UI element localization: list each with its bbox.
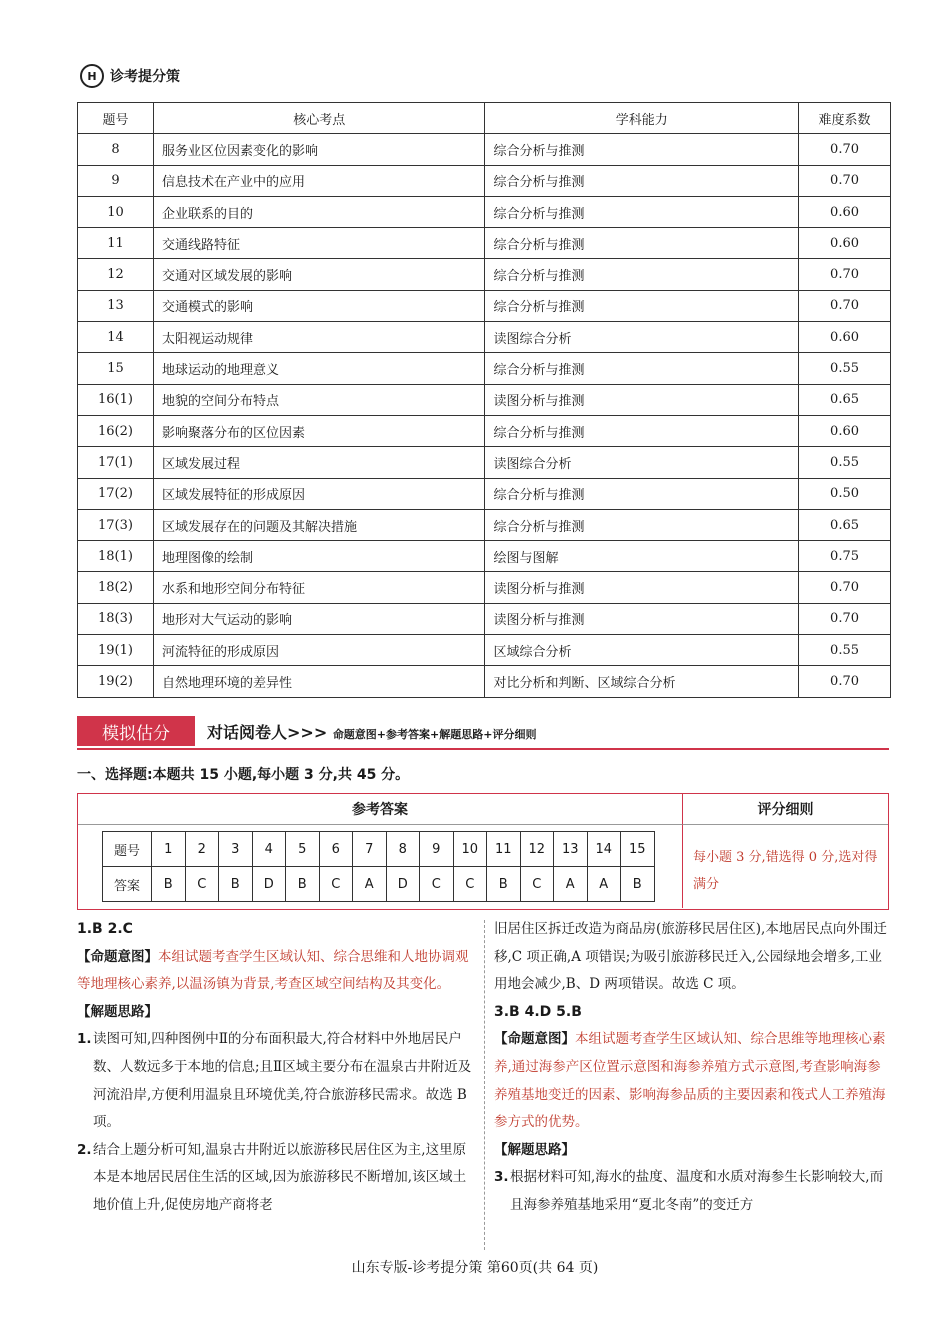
cell-number: 12 (78, 259, 154, 290)
brand-logo-icon: H (80, 64, 104, 88)
section-title-text: 对话阅卷人 (207, 723, 288, 742)
answer-letter-cell: A (587, 867, 621, 902)
continued-text: 旧居住区拆迁改造为商品房(旅游移民居住区),本地居民点向外围迁移,C 项正确,A 项错误;为吸引旅游移民迁入,公园绿地会增多,工业用地会减少,B、D 两项错误。故选 C 项。 (494, 921, 887, 993)
solution-item-3 (494, 1164, 889, 1219)
item-number: 2. (77, 1141, 92, 1158)
item-number: 3. (494, 1169, 509, 1186)
answer-number-cell: 8 (386, 832, 420, 867)
answer-letter-cell: C (420, 867, 454, 902)
table-row (78, 541, 891, 572)
answer-letter-row (103, 867, 655, 902)
answer-number-cell: 15 (621, 832, 655, 867)
table-row (78, 290, 891, 321)
intent-paragraph (494, 1026, 889, 1136)
left-column (77, 916, 472, 1220)
table-row (78, 384, 891, 415)
cell-ability: 读图综合分析 (485, 447, 799, 478)
section-subtitle: 命题意图+参考答案+解题思路+评分细则 (332, 728, 537, 741)
section-header (77, 714, 889, 750)
cell-core-point: 太阳视运动规律 (153, 322, 485, 353)
answer-number-cell: 1 (152, 832, 186, 867)
answer-number-cell: 10 (453, 832, 487, 867)
cell-ability: 绘图与图解 (485, 541, 799, 572)
answer-number-cell: 2 (185, 832, 219, 867)
table-row (78, 196, 891, 227)
cell-core-point: 区域发展特征的形成原因 (153, 478, 485, 509)
answer-number-row (103, 832, 655, 867)
number-row-label: 题号 (103, 832, 152, 867)
cell-core-point: 企业联系的目的 (153, 196, 485, 227)
col-header-difficulty: 难度系数 (799, 103, 891, 134)
cell-number: 18(3) (78, 603, 154, 634)
answer-line-1-2: 1.B 2.C (77, 921, 133, 937)
answer-line-3-5: 3.B 4.D 5.B (494, 1003, 582, 1020)
cell-ability: 区域综合分析 (485, 635, 799, 666)
cell-ability: 综合分析与推测 (485, 259, 799, 290)
answer-number-cell: 11 (487, 832, 521, 867)
answer-letter-cell: B (152, 867, 186, 902)
cell-number: 17(3) (78, 509, 154, 540)
cell-ability: 读图综合分析 (485, 322, 799, 353)
table-row (78, 134, 891, 165)
right-column (494, 916, 889, 1220)
answer-letter-cell: D (386, 867, 420, 902)
ref-answer-heading: 参考答案 (78, 794, 683, 825)
table-row (78, 322, 891, 353)
solution-item-1 (77, 1026, 472, 1136)
cell-difficulty: 0.60 (799, 228, 891, 259)
table-row (78, 666, 891, 697)
answer-key-table (102, 831, 655, 902)
cell-difficulty: 0.70 (799, 666, 891, 697)
table-row (78, 509, 891, 540)
cell-number: 10 (78, 196, 154, 227)
scoring-text: 每小题 3 分,错选得 0 分,选对得满分 (693, 850, 878, 892)
cell-number: 15 (78, 353, 154, 384)
col-header-core-point: 核心考点 (153, 103, 485, 134)
brand-header (80, 64, 180, 88)
cell-ability: 读图分析与推测 (485, 603, 799, 634)
cell-number: 18(1) (78, 541, 154, 572)
table-row (78, 259, 891, 290)
item-text: 根据材料可知,海水的盐度、温度和水质对海参生长影响较大,而且海参养殖基地采用“夏北冬南”的变迁方 (510, 1169, 884, 1213)
scoring-heading: 评分细则 (683, 794, 888, 825)
answer-letter-cell: C (319, 867, 353, 902)
cell-difficulty: 0.55 (799, 635, 891, 666)
cell-difficulty: 0.65 (799, 509, 891, 540)
intent-text: 本组试题考查学生区域认知、综合思维和人地协调观等地理核心素养,以温汤镇为背景,考查区域空间结构及其变化。 (77, 948, 469, 993)
answer-number-cell: 4 (252, 832, 286, 867)
cell-ability: 综合分析与推测 (485, 196, 799, 227)
answer-letter-cell: C (520, 867, 554, 902)
cell-core-point: 信息技术在产业中的应用 (153, 165, 485, 196)
cell-ability: 综合分析与推测 (485, 415, 799, 446)
answer-letter-cell: B (621, 867, 655, 902)
col-header-number: 题号 (78, 103, 154, 134)
cell-core-point: 交通线路特征 (153, 228, 485, 259)
cell-core-point: 影响聚落分布的区位因素 (153, 415, 485, 446)
cell-core-point: 河流特征的形成原因 (153, 635, 485, 666)
cell-difficulty: 0.70 (799, 165, 891, 196)
cell-difficulty: 0.70 (799, 134, 891, 165)
intent-label: 【命题意图】 (77, 948, 158, 965)
cell-number: 14 (78, 322, 154, 353)
cell-core-point: 地球运动的地理意义 (153, 353, 485, 384)
solution-item-2 (77, 1137, 472, 1220)
letter-row-label: 答案 (103, 867, 152, 902)
cell-core-point: 地理图像的绘制 (153, 541, 485, 572)
cell-ability: 综合分析与推测 (485, 134, 799, 165)
cell-number: 16(1) (78, 384, 154, 415)
cell-ability: 读图分析与推测 (485, 572, 799, 603)
cell-difficulty: 0.70 (799, 572, 891, 603)
cell-core-point: 交通模式的影响 (153, 290, 485, 321)
answer-number-cell: 9 (420, 832, 454, 867)
cell-difficulty: 0.60 (799, 196, 891, 227)
choice-intro: 一、选择题:本题共 15 小题,每小题 3 分,共 45 分。 (77, 767, 410, 783)
cell-ability: 综合分析与推测 (485, 478, 799, 509)
cell-core-point: 水系和地形空间分布特征 (153, 572, 485, 603)
answer-number-cell: 6 (319, 832, 353, 867)
table-row (78, 572, 891, 603)
answer-box (77, 793, 889, 910)
cell-number: 11 (78, 228, 154, 259)
cell-difficulty: 0.65 (799, 384, 891, 415)
cell-core-point: 地貌的空间分布特点 (153, 384, 485, 415)
table-row (78, 165, 891, 196)
table-row (78, 635, 891, 666)
cell-difficulty: 0.55 (799, 447, 891, 478)
brand-title: 诊考提分策 (110, 69, 180, 85)
cell-difficulty: 0.70 (799, 259, 891, 290)
cell-difficulty: 0.70 (799, 290, 891, 321)
answer-letter-cell: D (252, 867, 286, 902)
cell-core-point: 区域发展过程 (153, 447, 485, 478)
cell-difficulty: 0.50 (799, 478, 891, 509)
section-tag: 模拟估分 (77, 716, 195, 746)
cell-ability: 综合分析与推测 (485, 353, 799, 384)
cell-number: 19(2) (78, 666, 154, 697)
cell-difficulty: 0.70 (799, 603, 891, 634)
intent-label: 【命题意图】 (494, 1031, 575, 1048)
cell-ability: 读图分析与推测 (485, 384, 799, 415)
cell-difficulty: 0.60 (799, 415, 891, 446)
answer-number-cell: 13 (554, 832, 588, 867)
answer-number-cell: 3 (219, 832, 253, 867)
answer-letter-cell: B (487, 867, 521, 902)
answer-grid-area (78, 825, 683, 908)
table-row (78, 228, 891, 259)
table-row (78, 353, 891, 384)
table-row (78, 603, 891, 634)
cell-difficulty: 0.55 (799, 353, 891, 384)
exam-point-table-body (78, 134, 891, 697)
table-row (78, 478, 891, 509)
cell-number: 18(2) (78, 572, 154, 603)
cell-difficulty: 0.75 (799, 541, 891, 572)
cell-core-point: 交通对区域发展的影响 (153, 259, 485, 290)
section-arrows: >>> (287, 723, 328, 742)
cell-core-point: 区域发展存在的问题及其解决措施 (153, 509, 485, 540)
cell-number: 9 (78, 165, 154, 196)
cell-core-point: 自然地理环境的差异性 (153, 666, 485, 697)
item-text: 读图可知,四种图例中Ⅱ的分布面积最大,符合材料中外地居民户数、人数远多于本地的信息;且Ⅱ区域主要分布在温泉古井附近及河流沿岸,方便利用温泉且环境优美,符合旅游移民需求。故选 B 项。 (93, 1031, 472, 1131)
answer-letter-cell: A (353, 867, 387, 902)
cell-ability: 综合分析与推测 (485, 228, 799, 259)
cell-number: 17(1) (78, 447, 154, 478)
answer-letter-cell: C (185, 867, 219, 902)
table-row (78, 447, 891, 478)
cell-ability: 综合分析与推测 (485, 290, 799, 321)
answer-letter-cell: B (286, 867, 320, 902)
cell-number: 16(2) (78, 415, 154, 446)
table-row (78, 415, 891, 446)
page-footer: 山东专版-诊考提分策 第60页(共 64 页) (351, 1260, 599, 1276)
cell-ability: 对比分析和判断、区域综合分析 (485, 666, 799, 697)
cell-core-point: 地形对大气运动的影响 (153, 603, 485, 634)
answer-number-cell: 14 (587, 832, 621, 867)
idea-label: 【解题思路】 (494, 1141, 575, 1158)
column-divider (484, 920, 485, 1250)
exam-point-table (77, 102, 891, 698)
answer-number-cell: 12 (520, 832, 554, 867)
idea-label: 【解题思路】 (77, 1003, 158, 1020)
intent-text: 本组试题考查学生区域认知、综合思维等地理核心素养,通过海参产区位置示意图和海参养殖方式示意图,考查影响海参养殖基地变迁的因素、影响海参品质的主要因素和筏式人工养殖海参方式的优势。 (494, 1031, 886, 1131)
answer-number-cell: 5 (286, 832, 320, 867)
cell-difficulty: 0.60 (799, 322, 891, 353)
section-title (207, 720, 536, 743)
cell-number: 17(2) (78, 478, 154, 509)
cell-number: 13 (78, 290, 154, 321)
item-text: 结合上题分析可知,温泉古井附近以旅游移民居住区为主,这里原本是本地居民居住生活的区域,因为旅游移民不断增加,该区域土地价值上升,促使房地产商将老 (93, 1141, 467, 1213)
intent-paragraph (77, 944, 472, 999)
answer-letter-cell: A (554, 867, 588, 902)
answer-letter-cell: B (219, 867, 253, 902)
table-header-row (78, 103, 891, 134)
item-number: 1. (77, 1031, 92, 1048)
answer-number-cell: 7 (353, 832, 387, 867)
cell-core-point: 服务业区位因素变化的影响 (153, 134, 485, 165)
cell-ability: 综合分析与推测 (485, 165, 799, 196)
col-header-ability: 学科能力 (485, 103, 799, 134)
answer-letter-cell: C (453, 867, 487, 902)
cell-ability: 综合分析与推测 (485, 509, 799, 540)
cell-number: 19(1) (78, 635, 154, 666)
cell-number: 8 (78, 134, 154, 165)
